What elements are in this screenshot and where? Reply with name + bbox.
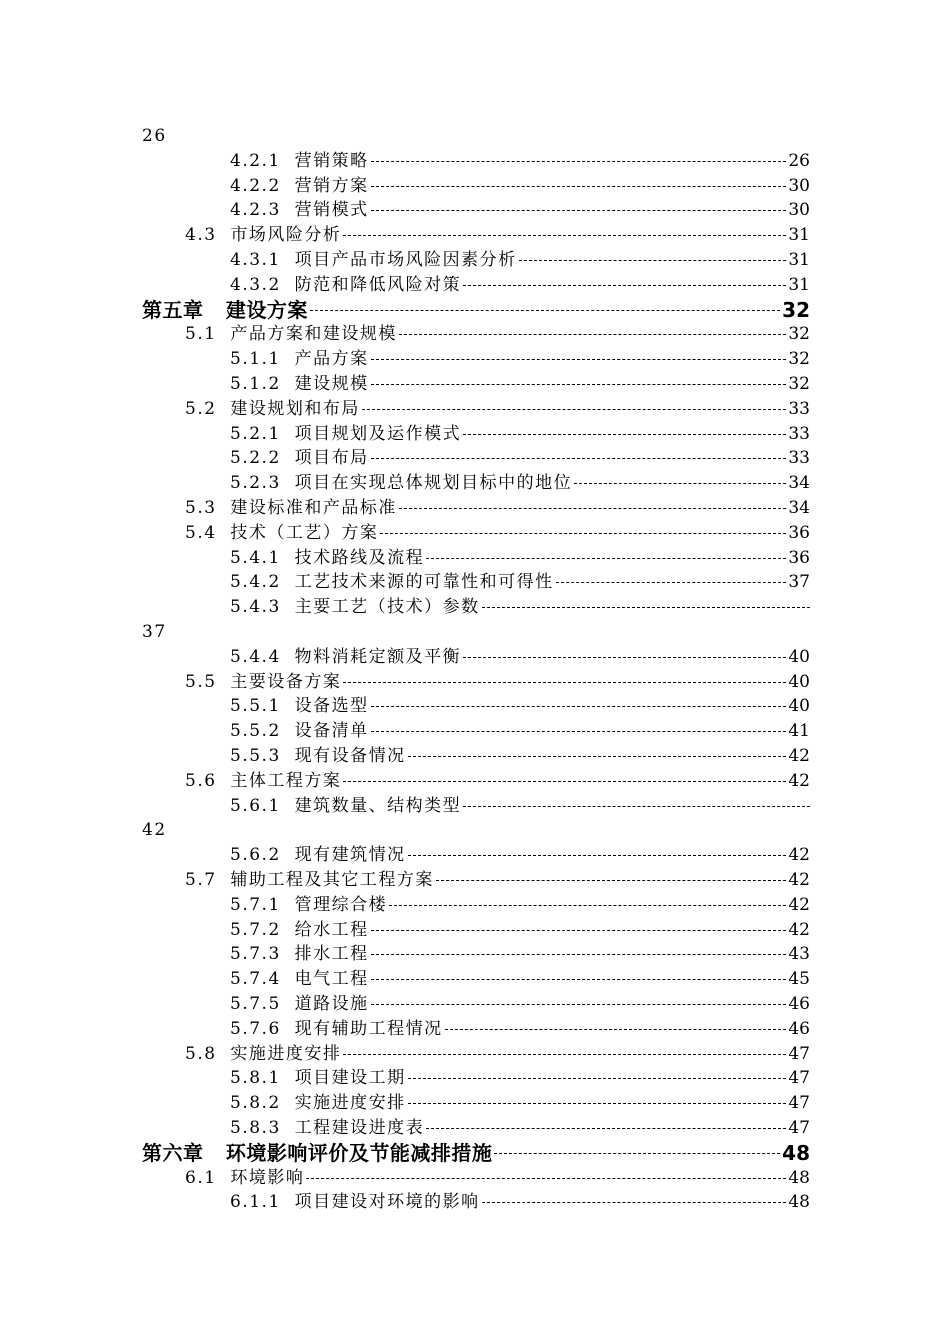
toc-entry-number: 5.7.6 xyxy=(230,1018,281,1039)
toc-leader-dashes xyxy=(426,1128,786,1129)
toc-entry-number: 5.1 xyxy=(185,324,217,345)
toc-page-number: 47 xyxy=(786,1066,810,1091)
toc-entry-title: 实施进度安排 xyxy=(230,1043,342,1064)
toc-page-number-wrap xyxy=(142,124,810,149)
toc-page-number: 37 xyxy=(786,570,810,595)
toc-entry-title: 营销模式 xyxy=(294,200,369,221)
toc-entry[interactable] xyxy=(230,694,810,719)
toc-page-number: 47 xyxy=(786,1042,810,1067)
toc-entry-number: 第六章 xyxy=(142,1140,204,1165)
toc-page-number: 42 xyxy=(786,893,810,918)
toc-page-number: 32 xyxy=(786,372,810,397)
toc-page-number: 47 xyxy=(786,1116,810,1141)
toc-entry-title: 工程建设进度表 xyxy=(294,1118,425,1138)
toc-page-number: 48 xyxy=(786,1190,810,1215)
toc-page-number: 36 xyxy=(786,546,810,571)
toc-page-number-wrap xyxy=(142,818,810,843)
toc-leader-dashes xyxy=(482,607,810,608)
toc-page-number: 48 xyxy=(786,1166,810,1191)
toc-entry-title: 现有设备情况 xyxy=(294,746,406,766)
toc-entry[interactable] xyxy=(185,868,810,893)
toc-leader-dashes xyxy=(426,558,786,559)
toc-entry-title: 建设方案 xyxy=(225,297,308,322)
toc-entry[interactable] xyxy=(185,1042,810,1067)
toc-entry[interactable] xyxy=(230,248,810,273)
toc-page-number: 48 xyxy=(782,1140,810,1165)
toc-page-number: 42 xyxy=(786,744,810,769)
toc-entry-title: 项目布局 xyxy=(294,448,369,469)
toc-page-number: 30 xyxy=(786,198,810,223)
toc-entry-title: 产品方案 xyxy=(294,349,369,370)
toc-entry-title: 项目产品市场风险因素分析 xyxy=(294,250,517,270)
toc-leader-dashes xyxy=(408,855,787,856)
toc-entry-number: 5.4.1 xyxy=(230,547,281,568)
toc-entry-title: 项目建设对环境的影响 xyxy=(294,1192,480,1213)
toc-entry[interactable] xyxy=(185,223,810,248)
toc-entry-number: 5.7.3 xyxy=(230,944,281,965)
toc-entry-title: 设备清单 xyxy=(294,721,369,742)
toc-entry[interactable] xyxy=(230,843,810,868)
toc-entry-number: 5.7 xyxy=(185,870,217,890)
toc-leader-dashes xyxy=(343,1054,786,1055)
toc-entry-number: 5.1.1 xyxy=(230,349,281,370)
toc-page-number: 26 xyxy=(786,149,810,174)
toc-entry-number: 5.6.2 xyxy=(230,845,281,866)
toc-page-number: 46 xyxy=(786,1017,810,1042)
toc-leader-dashes xyxy=(408,1078,787,1079)
toc-entry[interactable] xyxy=(230,198,810,223)
toc-entry-title: 产品方案和建设规模 xyxy=(230,324,397,345)
toc-leader-dashes xyxy=(574,483,786,484)
toc-entry[interactable] xyxy=(230,1116,810,1141)
toc-leader-dashes xyxy=(310,310,780,311)
toc-leader-dashes xyxy=(389,905,786,906)
toc-entry-title: 建筑数量、结构类型 xyxy=(294,795,462,816)
toc-entry-number: 5.4.3 xyxy=(230,597,281,618)
toc-page-number: 26 xyxy=(142,126,167,146)
toc-entry-number: 5.6.1 xyxy=(230,795,281,816)
toc-entry[interactable] xyxy=(230,372,810,397)
toc-entry-title: 市场风险分析 xyxy=(230,225,342,246)
toc-entry[interactable] xyxy=(230,273,810,298)
toc-entry[interactable] xyxy=(230,918,810,943)
toc-entry-title: 项目在实现总体规划目标中的地位 xyxy=(294,473,573,494)
toc-page-number: 36 xyxy=(786,521,810,546)
toc-entry[interactable] xyxy=(142,1141,810,1166)
toc-leader-dashes xyxy=(408,756,787,757)
toc-leader-dashes xyxy=(445,1029,787,1030)
toc-entry-title: 主要工艺（技术）参数 xyxy=(294,597,480,618)
toc-entry-title: 项目建设工期 xyxy=(294,1068,406,1089)
toc-entry-number: 5.8.1 xyxy=(230,1068,281,1089)
toc-page-number: 32 xyxy=(786,322,810,347)
toc-entry-title: 工艺技术来源的可靠性和可得性 xyxy=(294,572,554,593)
toc-page-number: 31 xyxy=(786,248,810,273)
toc-entry[interactable] xyxy=(230,471,810,496)
toc-entry[interactable] xyxy=(230,570,810,595)
toc-page-number: 32 xyxy=(786,347,810,372)
toc-entry-number: 5.8 xyxy=(185,1043,217,1064)
toc-entry[interactable] xyxy=(230,744,810,769)
toc-entry[interactable] xyxy=(185,496,810,521)
toc-leader-dashes xyxy=(371,359,787,360)
toc-entry[interactable] xyxy=(230,149,810,174)
toc-entry-number: 5.4 xyxy=(185,522,217,543)
toc-leader-dashes xyxy=(371,458,787,459)
toc-entry-number: 4.2.1 xyxy=(230,150,281,171)
toc-leader-dashes xyxy=(399,334,787,335)
toc-entry-number: 4.3 xyxy=(185,225,217,246)
toc-page-number: 33 xyxy=(786,446,810,471)
toc-entry-title: 设备选型 xyxy=(294,696,369,717)
toc-entry[interactable] xyxy=(230,967,810,992)
toc-leader-dashes xyxy=(408,1103,787,1104)
toc-page-number: 47 xyxy=(786,1091,810,1116)
toc-entry-number: 5.7.5 xyxy=(230,994,281,1014)
toc-entry[interactable] xyxy=(230,546,810,571)
toc-leader-dashes xyxy=(463,434,786,435)
toc-leader-dashes xyxy=(371,186,787,187)
toc-entry[interactable] xyxy=(230,595,810,620)
toc-page-number: 37 xyxy=(142,622,167,642)
toc-leader-dashes xyxy=(494,1153,780,1154)
toc-entry-number: 5.8.3 xyxy=(230,1118,281,1138)
toc-leader-dashes xyxy=(399,508,787,509)
toc-entry-number: 4.3.1 xyxy=(230,250,281,270)
toc-entry-number: 5.7.1 xyxy=(230,894,281,915)
toc-page-number: 42 xyxy=(786,918,810,943)
toc-entry-title: 主体工程方案 xyxy=(230,770,342,791)
toc-entry-title: 建设规划和布局 xyxy=(230,398,360,419)
toc-page-number: 30 xyxy=(786,174,810,199)
toc-entry-number: 5.3 xyxy=(185,498,217,518)
toc-leader-dashes xyxy=(306,1178,786,1179)
toc-entry-title: 技术路线及流程 xyxy=(294,547,425,568)
toc-entry[interactable] xyxy=(230,446,810,471)
toc-leader-dashes xyxy=(371,1004,787,1005)
toc-entry-number: 5.2.2 xyxy=(230,448,281,469)
toc-entry[interactable] xyxy=(230,1017,810,1042)
toc-entry-number: 第五章 xyxy=(142,297,204,322)
toc-page-number: 31 xyxy=(786,223,810,248)
toc-leader-dashes xyxy=(482,1202,787,1203)
toc-page-number: 41 xyxy=(786,719,810,744)
toc-entry-number: 5.2.3 xyxy=(230,473,281,494)
toc-entry-title: 技术（工艺）方案 xyxy=(230,522,379,543)
toc-page-number: 32 xyxy=(782,297,810,322)
toc-entry[interactable] xyxy=(230,992,810,1017)
toc-entry-title: 主要设备方案 xyxy=(230,671,342,692)
toc-entry-number: 5.2 xyxy=(185,398,217,419)
toc-entry-number: 4.2.3 xyxy=(230,200,281,221)
toc-entry[interactable] xyxy=(230,893,810,918)
toc-page-number: 46 xyxy=(786,992,810,1017)
toc-entry-title: 辅助工程及其它工程方案 xyxy=(230,870,434,890)
toc-entry[interactable] xyxy=(185,322,810,347)
toc-entry[interactable] xyxy=(230,1091,810,1116)
toc-entry[interactable] xyxy=(230,422,810,447)
toc-entry[interactable] xyxy=(230,1190,810,1215)
toc-entry-title: 建设标准和产品标准 xyxy=(230,498,397,518)
toc-entry-title: 营销方案 xyxy=(294,175,369,196)
toc-entry-title: 管理综合楼 xyxy=(294,894,388,915)
toc-entry-number: 5.7.2 xyxy=(230,919,281,940)
toc-page-number: 42 xyxy=(142,820,167,841)
toc-page-number: 42 xyxy=(786,769,810,794)
toc-entry-title: 环境影响评价及节能减排措施 xyxy=(225,1140,493,1165)
toc-entry-title: 排水工程 xyxy=(294,944,369,965)
toc-leader-dashes xyxy=(371,210,787,211)
toc-entry-number: 6.1 xyxy=(185,1167,217,1188)
toc-entry-number: 5.5.3 xyxy=(230,746,281,766)
toc-page-number: 33 xyxy=(786,397,810,422)
toc-entry-number: 5.5.2 xyxy=(230,721,281,742)
toc-entry-title: 给水工程 xyxy=(294,919,369,940)
toc-page-number: 40 xyxy=(786,694,810,719)
toc-entry[interactable] xyxy=(142,298,810,323)
toc-leader-dashes xyxy=(371,706,787,707)
toc-entry[interactable] xyxy=(230,645,810,670)
toc-leader-dashes xyxy=(436,880,787,881)
toc-entry-title: 道路设施 xyxy=(294,994,369,1014)
toc-leader-dashes xyxy=(371,161,787,162)
toc-page-number-wrap xyxy=(142,620,810,645)
toc-entry-title: 实施进度安排 xyxy=(294,1093,406,1114)
toc-entry[interactable] xyxy=(230,347,810,372)
toc-entry[interactable] xyxy=(185,670,810,695)
toc-entry-number: 5.6 xyxy=(185,770,217,791)
toc-entry[interactable] xyxy=(230,174,810,199)
toc-entry-title: 现有建筑情况 xyxy=(294,845,406,866)
toc-entry[interactable] xyxy=(230,942,810,967)
toc-entry-number: 5.5.1 xyxy=(230,696,281,717)
toc-entry[interactable] xyxy=(185,521,810,546)
toc-leader-dashes xyxy=(371,930,787,931)
toc-leader-dashes xyxy=(519,260,787,261)
toc-entry-number: 5.4.2 xyxy=(230,572,281,593)
toc-entry-title: 环境影响 xyxy=(230,1167,305,1188)
toc-entry-title: 物料消耗定额及平衡 xyxy=(294,646,462,667)
toc-page-number: 42 xyxy=(786,868,810,893)
toc-leader-dashes xyxy=(343,682,786,683)
toc-entry[interactable] xyxy=(230,719,810,744)
toc-entry-number: 5.8.2 xyxy=(230,1093,281,1114)
toc-page-number: 43 xyxy=(786,942,810,967)
toc-leader-dashes xyxy=(463,806,810,807)
toc-leader-dashes xyxy=(343,781,786,782)
toc-entry-title: 营销策略 xyxy=(294,150,369,171)
toc-entry-number: 5.7.4 xyxy=(230,969,281,990)
toc-page-number: 34 xyxy=(786,496,810,521)
toc-page-number: 34 xyxy=(786,471,810,496)
toc-leader-dashes xyxy=(371,384,787,385)
toc-entry[interactable] xyxy=(230,1066,810,1091)
toc-entry[interactable] xyxy=(185,397,810,422)
toc-entry[interactable] xyxy=(185,769,810,794)
toc-leader-dashes xyxy=(463,285,786,286)
toc-entry-title: 防范和降低风险对策 xyxy=(294,274,462,295)
toc-entry-number: 5.4.4 xyxy=(230,646,281,667)
toc-leader-dashes xyxy=(371,979,787,980)
toc-entry-title: 现有辅助工程情况 xyxy=(294,1018,443,1039)
toc-entry-number: 5.5 xyxy=(185,671,217,692)
toc-leader-dashes xyxy=(556,582,787,583)
toc-page-number: 33 xyxy=(786,422,810,447)
toc-entry-number: 4.2.2 xyxy=(230,175,281,196)
toc-page-number: 31 xyxy=(786,273,810,298)
toc-entry-number: 5.1.2 xyxy=(230,374,281,394)
toc-entry[interactable] xyxy=(230,794,810,819)
toc-page-number: 42 xyxy=(786,843,810,868)
toc-entry-number: 5.2.1 xyxy=(230,423,281,444)
toc-entry[interactable] xyxy=(185,1166,810,1191)
toc-entry-number: 4.3.2 xyxy=(230,274,281,295)
toc-page-number: 45 xyxy=(786,967,810,992)
toc-entry-number: 6.1.1 xyxy=(230,1192,281,1213)
toc-leader-dashes xyxy=(371,954,787,955)
toc-leader-dashes xyxy=(343,235,786,236)
toc-entry-title: 建设规模 xyxy=(294,374,369,394)
toc-leader-dashes xyxy=(371,731,787,732)
toc-entry-title: 项目规划及运作模式 xyxy=(294,423,462,444)
toc-page-number: 40 xyxy=(786,645,810,670)
toc-leader-dashes xyxy=(362,409,787,410)
toc-leader-dashes xyxy=(463,657,786,658)
toc-entry-title: 电气工程 xyxy=(294,969,369,990)
toc-page-number: 40 xyxy=(786,670,810,695)
toc-leader-dashes xyxy=(380,533,786,534)
